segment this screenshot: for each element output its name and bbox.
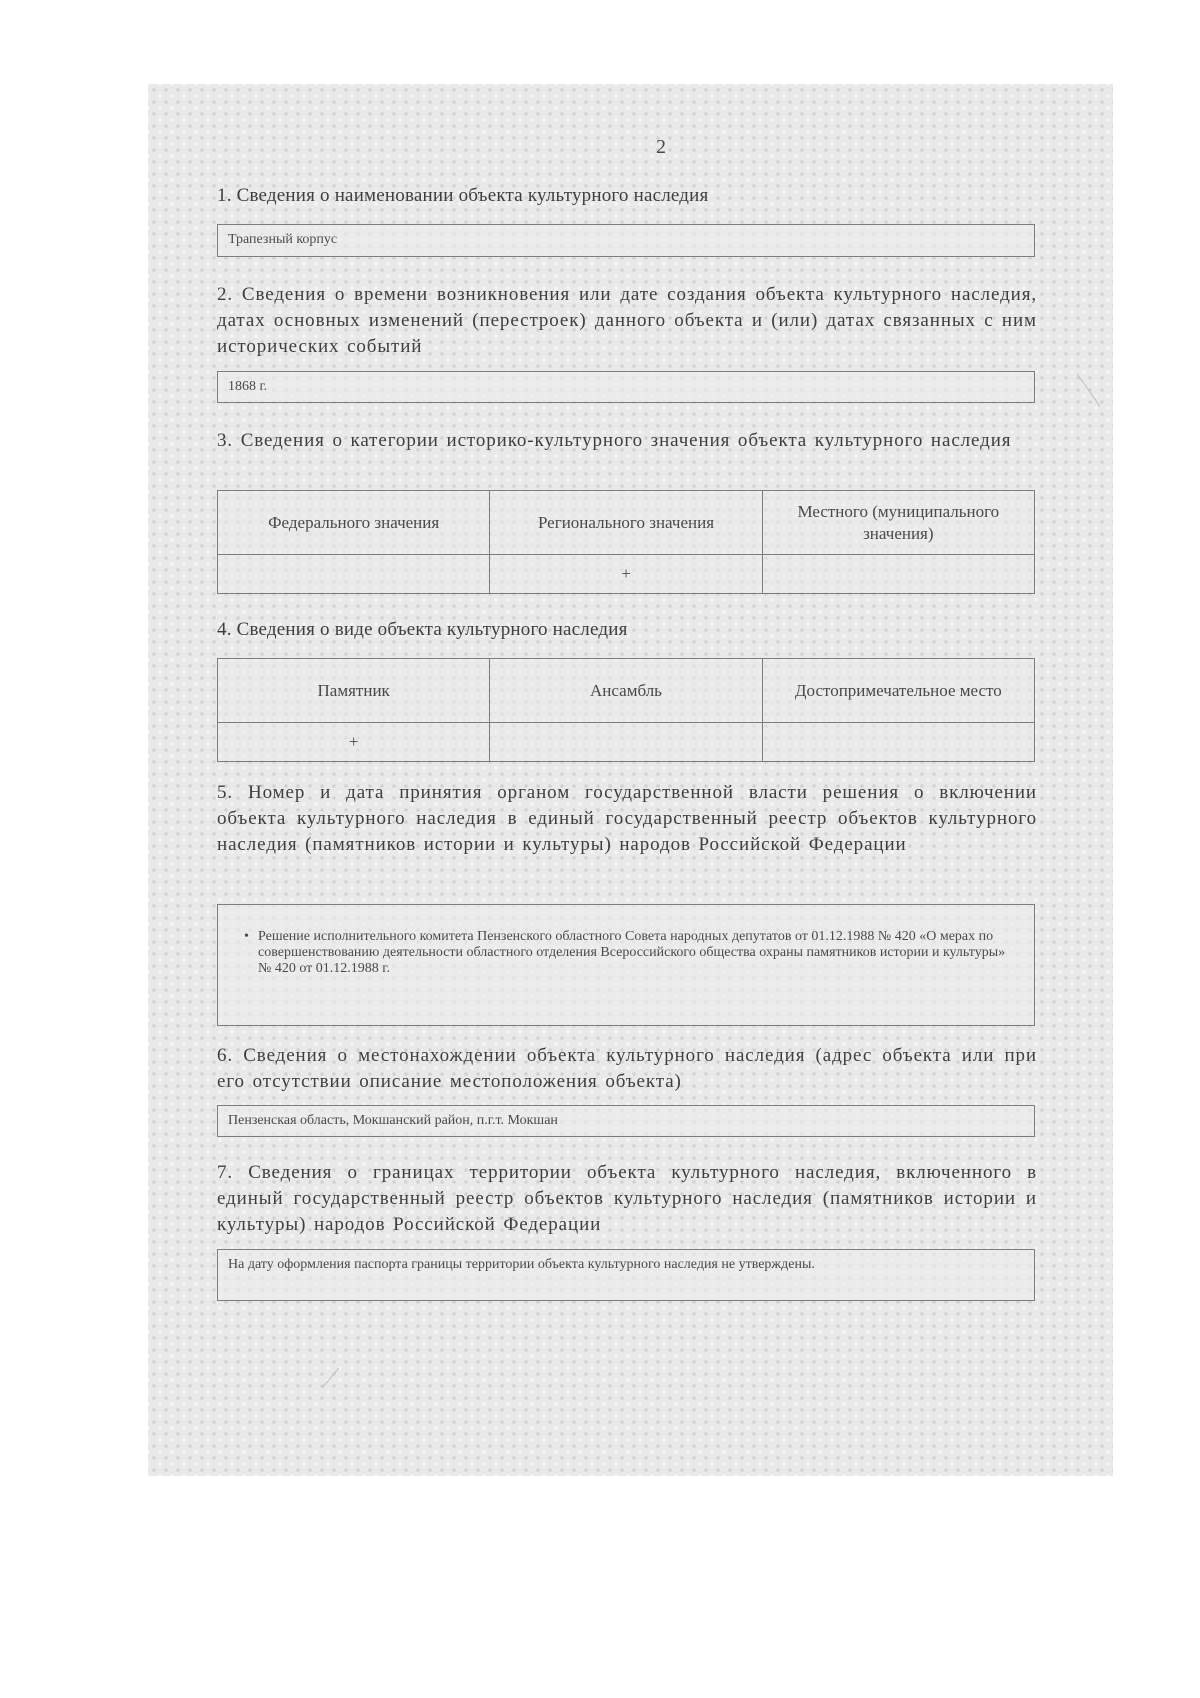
type-monument-mark: + — [218, 723, 490, 762]
location-field — [217, 1105, 1035, 1137]
type-ensemble-header: Ансамбль — [490, 659, 762, 723]
category-federal-mark — [218, 555, 490, 594]
type-table — [217, 658, 1035, 762]
section-1-heading: 1. Сведения о наименовании объекта культурного наследия — [217, 185, 709, 206]
type-ensemble-mark — [490, 723, 762, 762]
page-number: 2 — [656, 136, 666, 158]
registry-decision-text: Решение исполнительного комитета Пензенского областного Совета народных депутатов от 01.12.1988 № 420 «О мерах по совершенствованию деятельности областного отделения Всероссийского общества охраны памятников истории и культуры» № 420 от 01.12.1988 г. — [258, 929, 1006, 976]
object-name-field — [217, 224, 1035, 257]
territory-field — [217, 1249, 1035, 1301]
section-4-heading: 4. Сведения о виде объекта культурного наследия — [217, 619, 628, 640]
registry-decision-item — [244, 929, 1018, 977]
section-7-heading: 7. Сведения о границах территории объекта культурного наследия, включенного в единый государственный реестр объектов культурного наследия (памятников истории и культуры) народов Российской Федерации — [217, 1162, 1037, 1235]
category-federal-header: Федерального значения — [218, 491, 490, 555]
creation-date-field — [217, 371, 1035, 403]
registry-decision-box — [217, 904, 1035, 1026]
category-regional-header: Регионального значения — [490, 491, 762, 555]
type-landmark-mark — [762, 723, 1034, 762]
section-6-heading: 6. Сведения о местонахождении объекта культурного наследия (адрес объекта или при его отсутствии описание местоположения объекта) — [217, 1045, 1037, 1092]
object-name-value: Трапезный корпус — [228, 232, 338, 247]
section-5-heading: 5. Номер и дата принятия органом государственной власти решения о включении объекта культурного наследия в единый государственный реестр объектов культурного наследия (памятников истории и культуры) народов Российской Федерации — [217, 782, 1037, 855]
category-table — [217, 490, 1035, 594]
category-regional-mark: + — [490, 555, 762, 594]
section-2-heading: 2. Сведения о времени возникновения или дате создания объекта культурного наследия, датах основных изменений (перестроек) данного объекта и (или) датах связанных с ним исторических событий — [217, 284, 1037, 357]
category-local-header: Местного (муниципального значения) — [762, 491, 1034, 555]
territory-value: На дату оформления паспорта границы территории объекта культурного наследия не утверждены. — [228, 1257, 815, 1272]
type-landmark-header: Достопримечательное место — [762, 659, 1034, 723]
category-local-mark — [762, 555, 1034, 594]
bullet-icon: • — [244, 929, 249, 944]
creation-date-value: 1868 г. — [228, 379, 268, 394]
section-3-heading: 3. Сведения о категории историко-культурного значения объекта культурного наследия — [217, 430, 1012, 451]
type-monument-header: Памятник — [218, 659, 490, 723]
location-value: Пензенская область, Мокшанский район, п.г.т. Мокшан — [228, 1113, 558, 1128]
